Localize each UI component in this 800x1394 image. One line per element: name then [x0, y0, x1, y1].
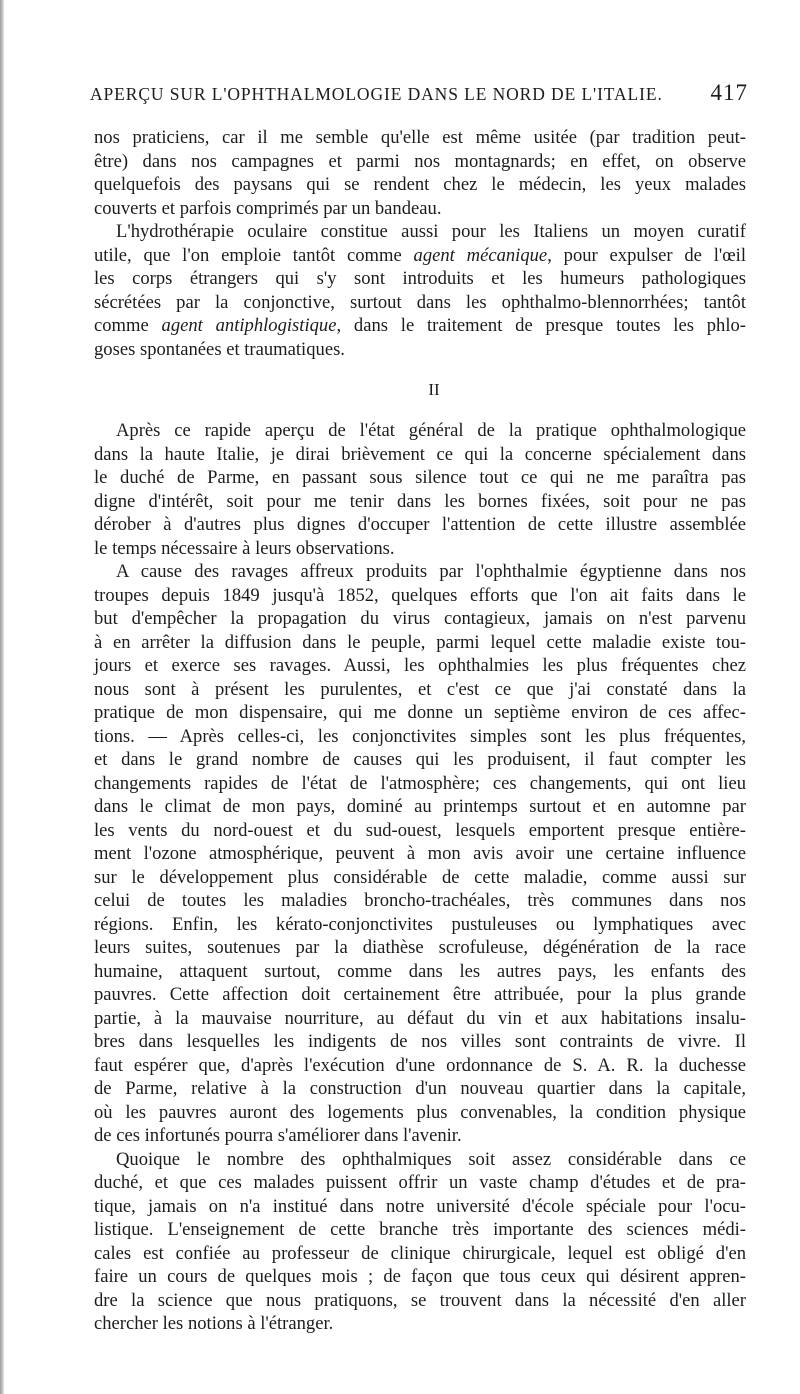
line-segment: comme — [94, 315, 162, 336]
line-segment: où les pauvres auront des logements plus convenables, la condition physique — [94, 1101, 746, 1123]
line-segment: et dans le grand nombre de causes qui les produisent, il faut compter les — [94, 749, 746, 770]
text-line — [94, 678, 746, 702]
line-segment: de Parme, relative à la construction d'un nouveau quartier dans la capitale, — [94, 1078, 746, 1099]
text-line — [94, 338, 746, 362]
text-line — [94, 513, 746, 537]
line-segment: jours et exerce ses ravages. Aussi, les ophthalmies les plus fréquentes chez — [94, 655, 746, 676]
line-segment: pauvres. Cette affection doit certainement être attribuée, pour la plus grande — [94, 984, 746, 1005]
line-segment: Après ce rapide aperçu de l'état général de la pratique ophthalmologique — [116, 420, 746, 441]
line-segment: leurs suites, soutenues par la diathèse scrofuleuse, dégénération de la race — [94, 937, 746, 958]
section-one-text — [94, 126, 746, 361]
line-segment: à en arrêter la diffusion dans le peuple, parmi lequel cette maladie existe tou- — [94, 631, 746, 653]
line-segment: listique. L'enseignement de cette branche très importante des sciences médi- — [94, 1219, 746, 1240]
text-line — [94, 1171, 746, 1195]
text-line — [94, 795, 746, 819]
line-segment: pratique de mon dispensaire, qui me donne un septième environ de ces affec- — [94, 702, 746, 723]
text-line — [94, 443, 746, 467]
paragraph — [94, 126, 746, 220]
line-segment: sécrétées par la conjonctive, surtout dans les ophthalmo-blennorrhées; tantôt — [94, 291, 746, 313]
line-segment: ment l'ozone atmosphérique, peuvent à mon avis avoir une certaine influence — [94, 843, 746, 864]
line-segment: les vents du nord-ouest et du sud-ouest, lesquels emportent presque entière- — [94, 819, 746, 841]
text-line — [94, 150, 746, 174]
line-segment: les corps étrangers qui s'y sont introduits et les humeurs pathologiques — [94, 268, 746, 289]
section-two-text — [94, 419, 746, 1336]
line-segment: dérober à d'autres plus dignes d'occuper l'attention de cette illustre assemblée — [94, 514, 746, 535]
text-line — [94, 1148, 746, 1172]
text-line — [94, 220, 746, 244]
line-segment: dans le climat de mon pays, dominé au printemps surtout et en automne par — [94, 796, 746, 817]
line-segment: but d'empêcher la propagation du virus contagieux, jamais on n'est parvenu — [94, 608, 746, 629]
line-segment: nous sont à présent les purulentes, et c'est ce que j'ai constaté dans la — [94, 678, 746, 700]
text-line — [94, 1265, 746, 1289]
body-text — [94, 126, 746, 1336]
line-segment: dans la haute Italie, je dirai brièvement ce qui la concerne spécialement dans — [94, 443, 746, 465]
text-line — [94, 584, 746, 608]
line-segment: chercher les notions à l'étranger. — [94, 1313, 334, 1334]
line-segment: couverts et parfois comprimés par un bandeau. — [94, 197, 442, 219]
paragraph — [94, 560, 746, 1148]
text-line — [94, 1101, 746, 1125]
running-title: APERÇU SUR L'OPHTHALMOLOGIE DANS LE NORD DE L'ITALIE. — [90, 84, 663, 104]
section-heading: II — [428, 380, 440, 399]
text-line — [94, 866, 746, 890]
page-number: 417 — [710, 80, 748, 105]
paragraph — [94, 220, 746, 361]
line-segment: partie, à la mauvaise nourriture, au défaut du vin et aux habitations insalu- — [94, 1007, 746, 1029]
text-line — [94, 607, 746, 631]
text-line — [94, 654, 746, 678]
line-segment: quelquefois des paysans qui se rendent chez le médecin, les yeux malades — [94, 174, 746, 195]
line-segment: troupes depuis 1849 jusqu'à 1852, quelques efforts que l'on ait faits dans le — [94, 584, 746, 606]
text-line — [94, 126, 746, 150]
line-segment: changements rapides de l'état de l'atmosphère; ces changements, qui ont lieu — [94, 772, 746, 794]
line-segment: A cause des ravages affreux produits par l'ophthalmie égyptienne dans nos — [116, 561, 746, 582]
line-segment: cales est confiée au professeur de clinique chirurgicale, lequel est obligé d'en — [94, 1242, 746, 1264]
line-segment: tions. — Après celles-ci, les conjonctivites simples sont les plus fréquentes, — [94, 725, 746, 747]
text-line — [94, 913, 746, 937]
text-line — [94, 1007, 746, 1031]
line-segment: L'hydrothérapie oculaire constitue aussi pour les Italiens un moyen curatif — [116, 221, 746, 242]
paragraph — [94, 1148, 746, 1336]
text-line — [94, 631, 746, 655]
line-segment: régions. Enfin, les kérato-conjonctivites pustuleuses ou lymphatiques avec — [94, 913, 746, 935]
text-line — [94, 560, 746, 584]
line-segment: le temps nécessaire à leurs observations. — [94, 537, 395, 559]
running-header — [90, 82, 748, 112]
text-line — [94, 1218, 746, 1242]
italic-term: agent mécanique — [413, 244, 548, 266]
text-line — [94, 960, 746, 984]
line-segment: faire un cours de quelques mois ; de façon que tous ceux qui désirent appren- — [94, 1266, 746, 1287]
text-line — [94, 1312, 746, 1336]
line-segment: être) dans nos campagnes et parmi nos montagnards; en effet, on observe — [94, 150, 746, 172]
text-line — [94, 244, 746, 268]
text-line — [94, 819, 746, 843]
text-line — [94, 983, 746, 1007]
line-segment: digne d'intérêt, soit pour me tenir dans les bornes fixées, soit pour ne pas — [94, 490, 746, 512]
text-line — [94, 936, 746, 960]
text-line — [94, 466, 746, 490]
text-line — [94, 725, 746, 749]
line-segment: , dans le traitement de presque toutes les phlo- — [336, 315, 746, 336]
text-line — [94, 1054, 746, 1078]
line-segment: sur le développement plus considérable de cette maladie, comme aussi sur — [94, 866, 746, 888]
text-line — [94, 267, 746, 291]
paragraph — [94, 419, 746, 560]
line-segment: tique, jamais on n'a institué dans notre université d'école spéciale pour l'ocu- — [94, 1195, 746, 1217]
italic-term: agent antiphlogistique — [161, 315, 337, 336]
text-line — [94, 1195, 746, 1219]
line-segment: bres dans lesquelles les indigents de nos villes sont contraints de vivre. Il — [94, 1031, 746, 1052]
line-segment: duché, et que ces malades puissent offrir un vaste champ d'études et de pra- — [94, 1172, 746, 1193]
line-segment: utile, que l'on emploie tantôt comme — [94, 244, 414, 266]
line-segment: goses spontanées et traumatiques. — [94, 338, 345, 360]
text-line — [94, 1030, 746, 1054]
page-binding-edge — [0, 0, 4, 1394]
line-segment: faut espérer que, d'après l'exécution d'une ordonnance de S. A. R. la duchesse — [94, 1054, 746, 1076]
line-segment: humaine, attaquent surtout, comme dans les autres pays, les enfants des — [94, 960, 746, 982]
text-line — [94, 1242, 746, 1266]
text-line — [94, 291, 746, 315]
text-line — [94, 701, 746, 725]
text-line — [94, 1124, 746, 1148]
text-line — [94, 842, 746, 866]
line-segment: , pour expulser de l'œil — [547, 244, 746, 266]
text-line — [94, 419, 746, 443]
text-line — [94, 173, 746, 197]
line-segment: celui de toutes les maladies broncho-trachéales, très communes dans nos — [94, 890, 746, 911]
line-segment: de ces infortunés pourra s'améliorer dans l'avenir. — [94, 1125, 462, 1146]
text-line — [94, 889, 746, 913]
text-line — [94, 490, 746, 514]
line-segment: nos praticiens, car il me semble qu'elle est même usitée (par tradition peut- — [94, 127, 746, 148]
text-line — [94, 772, 746, 796]
text-line — [94, 314, 746, 338]
text-line — [94, 748, 746, 772]
text-line — [94, 197, 746, 221]
line-segment: Quoique le nombre des ophthalmiques soit assez considérable dans ce — [116, 1148, 746, 1170]
line-segment: le duché de Parme, en passant sous silence tout ce qui ne me paraîtra pas — [94, 467, 746, 488]
text-line — [94, 537, 746, 561]
line-segment: dre la science que nous pratiquons, se trouvent dans la nécessité d'en aller — [94, 1289, 746, 1311]
text-line — [94, 1077, 746, 1101]
text-line — [94, 1289, 746, 1313]
